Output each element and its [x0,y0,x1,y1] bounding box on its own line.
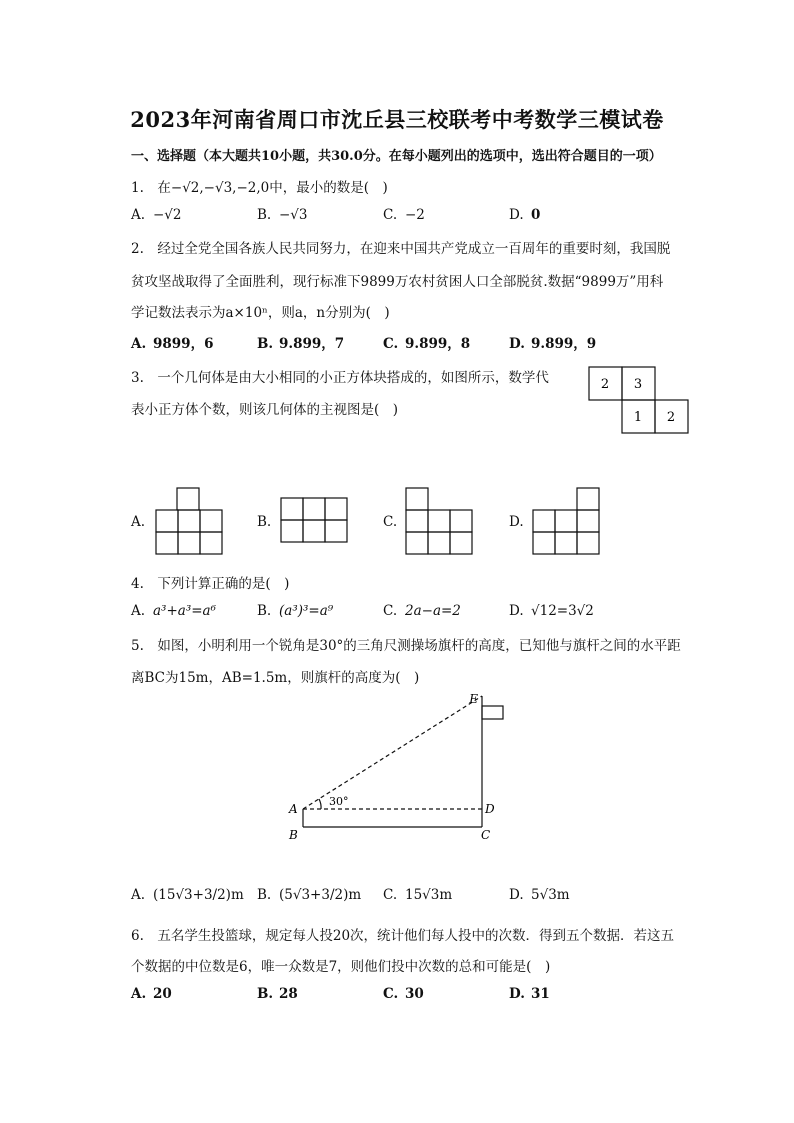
q3-option-a-label[interactable]: A. [131,514,146,530]
point-d-label: D [485,802,495,816]
q3-option-d-figure[interactable] [532,487,602,557]
q1-b-text: −√3 [279,207,308,223]
q6-option-b[interactable]: B. 28 [257,986,298,1002]
q4-b-text: (a³)³=a⁹ [279,603,334,619]
q6-a-text: 20 [153,986,172,1002]
q4-option-b[interactable]: B. (a³)³=a⁹ [257,603,334,619]
q1-c-text: −2 [405,207,425,223]
q1-d-text: 0 [531,207,541,223]
q3-option-d-label[interactable]: D. [509,514,524,530]
q5-option-d[interactable]: D. 5√3m [509,887,570,903]
q2-line-3: 学记数法表示为a×10ⁿ，则a，n分别为( ) [131,305,390,321]
q1-option-b[interactable]: B. −√3 [257,207,308,223]
q5-c-text: 15√3m [405,887,453,903]
q2-option-c[interactable]: C. 9.899，8 [383,336,471,352]
q6-line-1: 6. 五名学生投篮球，规定每人投20次，统计他们每人投中的次数．得到五个数据．若这五 [131,928,675,944]
grid-cell-1: 2 [600,377,610,392]
q6-c-text: 30 [405,986,424,1002]
q4-a-text: a³+a³=a⁶ [153,603,217,619]
q5-option-c[interactable]: C. 15√3m [383,887,453,903]
q6-option-a[interactable]: A. 20 [131,986,172,1002]
q2-option-d[interactable]: D. 9.899，9 [509,336,597,352]
q3-option-b-figure[interactable] [280,497,350,555]
q3-option-b-label[interactable]: B. [257,514,272,530]
q4-option-d[interactable]: D. √12=3√2 [509,603,594,619]
q5-option-a[interactable]: A. (15√3+3/2)m [131,887,244,903]
q5-line-2: 离BC为15m，AB=1.5m，则旗杆的高度为( ) [131,670,420,686]
point-b-label: B [289,828,298,842]
angle-label: 30° [329,795,349,808]
q1-option-a[interactable]: A. −√2 [131,207,182,223]
q5-a-text: (15√3+3/2)m [153,887,244,903]
q2-line-2: 贫攻坚战取得了全面胜利，现行标准下9899万农村贫困人口全部脱贫.数据“9899万”用科 [131,274,664,290]
q4-stem: 4. 下列计算正确的是( ) [131,576,290,592]
section-heading: 一、选择题（本大题共10小题，共30.0分。在每小题列出的选项中，选出符合题目的一项） [131,149,662,164]
q6-b-text: 28 [279,986,298,1002]
q5-flagpole-figure [283,688,523,848]
grid-cell-4: 2 [666,410,676,425]
q1-option-c[interactable]: C. −2 [383,207,425,223]
q4-c-text: 2a−a=2 [405,603,461,619]
q5-option-b[interactable]: B. (5√3+3/2)m [257,887,362,903]
q6-option-d[interactable]: D. 31 [509,986,550,1002]
q3-option-c-label[interactable]: C. [383,514,398,530]
q6-option-c[interactable]: C. 30 [383,986,424,1002]
q6-line-2: 个数据的中位数是6，唯一众数是7，则他们投中次数的总和可能是( ) [131,959,551,975]
q3-option-a-figure[interactable] [155,487,225,557]
q2-d-text: 9.899，9 [531,336,597,352]
grid-cell-2: 3 [633,377,643,392]
q2-c-text: 9.899，8 [405,336,471,352]
q1-stem: 1. 在−√2,−√3,−2,0中，最小的数是( ) [131,180,388,196]
q2-line-1: 2. 经过全党全国各族人民共同努力，在迎来中国共产党成立一百周年的重要时刻，我国脱 [131,241,671,257]
exam-title: 2023年河南省周口市沈丘县三校联考中考数学三模试卷 [130,107,664,132]
q6-d-text: 31 [531,986,550,1002]
q4-option-a[interactable]: A. a³+a³=a⁶ [131,603,217,619]
q3-line-2: 表小正方体个数，则该几何体的主视图是( ) [131,402,399,418]
q2-b-text: 9.899，7 [279,336,345,352]
point-a-label: A [289,802,298,816]
q3-line-1: 3. 一个几何体是由大小相同的小正方体块搭成的，如图所示，数学代 [131,370,549,386]
q1-a-text: −√2 [153,207,182,223]
q3-top-view-figure [588,366,692,436]
point-e-label: E [469,692,478,706]
q5-line-1: 5. 如图，小明利用一个锐角是30°的三角尺测操场旗杆的高度，已知他与旗杆之间的水平距 [131,638,681,654]
q4-d-text: √12=3√2 [531,603,594,619]
q1-option-d[interactable]: D. 0 [509,207,541,223]
q5-d-text: 5√3m [531,887,570,903]
q2-option-b[interactable]: B. 9.899，7 [257,336,345,352]
q3-option-c-figure[interactable] [405,487,475,557]
point-c-label: C [481,828,491,842]
grid-cell-3: 1 [633,410,643,425]
q2-a-text: 9899，6 [153,336,214,352]
q4-option-c[interactable]: C. 2a−a=2 [383,603,461,619]
q2-option-a[interactable]: A. 9899，6 [131,336,214,352]
q5-b-text: (5√3+3/2)m [279,887,362,903]
